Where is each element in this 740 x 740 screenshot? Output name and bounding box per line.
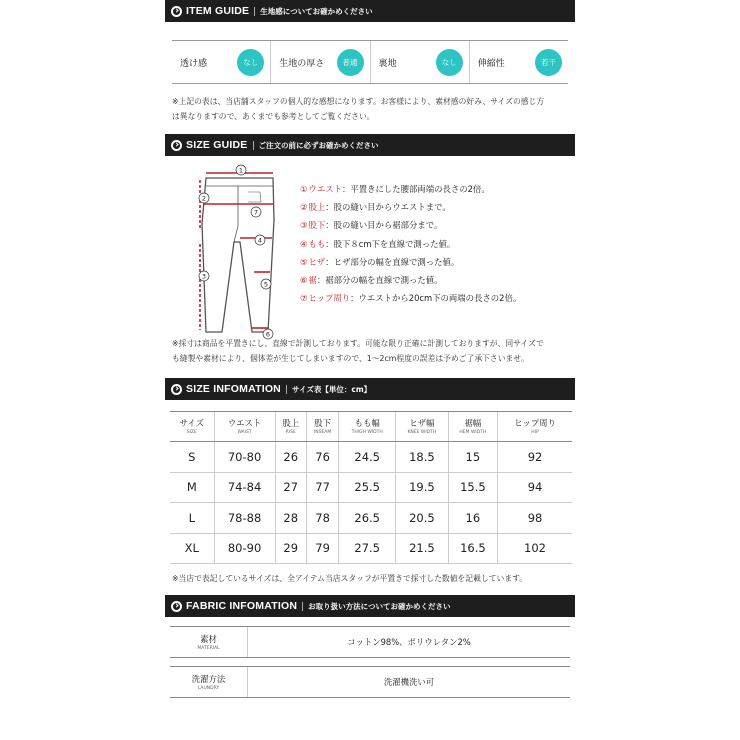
item-name: ヒザ	[308, 256, 326, 267]
column-header	[170, 412, 214, 442]
table-cell: L	[170, 503, 214, 534]
section-title: FABRIC INFOMATION	[186, 600, 298, 612]
item-name: 股上	[308, 202, 326, 213]
section-title: SIZE INFOMATION	[186, 383, 281, 395]
section-subtitle: サイズ表【単位：cm】	[291, 384, 372, 394]
table-cell: 70-80	[214, 442, 275, 473]
table-cell: 92	[498, 442, 572, 473]
table-cell: 16.5	[448, 533, 497, 564]
item-desc: ：ウエストから20cm下の両端の長さの2倍。	[350, 293, 522, 304]
column-header	[396, 412, 449, 442]
size-guide-list	[300, 180, 521, 307]
column-header-ja: ヒップ周り	[514, 417, 556, 428]
table-cell: 26	[275, 442, 306, 473]
table-cell: 28	[275, 503, 306, 534]
table-cell: 74-84	[214, 472, 275, 503]
table-cell: 78	[306, 503, 338, 534]
item-desc: ：裾部分の幅を直線で測った値。	[316, 275, 443, 286]
item-guide-label: 裏地	[378, 58, 397, 69]
list-item	[300, 253, 521, 271]
section-subtitle: お取り扱い方法についてお確かめください	[308, 601, 451, 611]
item-guide-header	[165, 0, 575, 22]
chevron-circle-icon	[171, 601, 182, 612]
list-item	[300, 289, 521, 307]
table-cell: 15.5	[448, 472, 497, 503]
column-header-en: RISE	[285, 429, 296, 435]
table-cell: M	[170, 472, 214, 503]
table-cell: 26.5	[339, 503, 396, 534]
column-header-en: INSEAM	[313, 429, 332, 435]
item-guide-badge: なし	[237, 49, 264, 76]
note-line: も縫製や素材により、個体差が生じてしまいますので、1～2cm程度の誤差は予めご了承下さいませ。	[172, 354, 529, 363]
table-row	[170, 442, 572, 473]
fabric-key-en: MATERIAL	[197, 646, 220, 651]
column-header	[498, 412, 572, 442]
size-info-note	[172, 571, 572, 586]
table-header-row	[170, 412, 572, 442]
table-cell: 20.5	[396, 503, 449, 534]
size-table	[170, 411, 572, 564]
section-title: SIZE GUIDE	[186, 139, 248, 151]
table-cell: 24.5	[339, 442, 396, 473]
divider	[302, 602, 303, 611]
column-header-ja: ウエスト	[227, 417, 262, 428]
item-guide-cell	[371, 41, 470, 83]
list-item	[300, 180, 521, 198]
table-cell: S	[170, 442, 214, 473]
item-guide-cell	[271, 41, 370, 83]
note-line: ※当店で表記しているサイズは、全アイテム当店スタッフが平置きで採寸した数値を記載しています。	[172, 574, 528, 583]
table-cell: 29	[275, 533, 306, 564]
item-desc: ：股の縫い目からウエストまで。	[325, 202, 451, 213]
table-cell: 98	[498, 503, 572, 534]
table-cell: XL	[170, 533, 214, 564]
note-line: ※上記の表は、当店舗スタッフの個人的な感想になります。お客様により、素材感の好み、サイズの感じ方	[172, 97, 545, 106]
table-cell: 94	[498, 472, 572, 503]
column-header-en: THIGH WIDTH	[351, 429, 383, 435]
column-header-en: HIP	[531, 429, 539, 435]
column-header-ja: 股上	[282, 417, 300, 428]
list-item	[300, 235, 521, 253]
table-cell: 79	[306, 533, 338, 564]
item-guide-table	[172, 40, 568, 84]
divider	[253, 141, 254, 150]
divider	[286, 385, 287, 394]
pants-diagram	[188, 164, 284, 342]
column-header-ja: サイズ	[179, 417, 205, 428]
size-guide-header	[165, 134, 575, 156]
item-name: ウエスト	[308, 184, 343, 195]
table-cell: 80-90	[214, 533, 275, 564]
item-name: 裾	[308, 275, 317, 286]
fabric-info-header	[165, 595, 575, 617]
item-guide-label: 透け感	[180, 58, 208, 69]
column-header-en: KNEE WIDTH	[407, 429, 437, 435]
column-header	[448, 412, 497, 442]
table-cell: 27	[275, 472, 306, 503]
table-cell: 102	[498, 533, 572, 564]
item-desc: ：股下８cm下を直線で測った値。	[325, 238, 456, 249]
fabric-value: コットン98%、ポリウレタン2%	[347, 637, 471, 647]
diagram-number: 7	[253, 208, 259, 217]
fabric-key-en: LAUNDRY	[197, 686, 220, 691]
column-header-ja: もも幅	[354, 417, 380, 428]
item-guide-badge: 普通	[337, 49, 364, 76]
item-guide-badge: 若干	[535, 49, 562, 76]
divider	[254, 7, 255, 16]
column-header	[214, 412, 275, 442]
section-subtitle: 生地感についてお確かめください	[260, 6, 373, 16]
table-row	[170, 503, 572, 534]
diagram-number: 5	[263, 280, 269, 289]
list-item	[300, 216, 521, 234]
table-cell: 16	[448, 503, 497, 534]
list-item	[300, 271, 521, 289]
fabric-value: 洗濯機洗い可	[383, 677, 435, 687]
chevron-circle-icon	[171, 384, 182, 395]
table-cell: 77	[306, 472, 338, 503]
item-guide-label: 生地の厚さ	[279, 58, 325, 69]
item-number: ⑤	[300, 256, 308, 267]
item-guide-label: 伸縮性	[477, 58, 505, 69]
table-cell: 19.5	[396, 472, 449, 503]
column-header-ja: ヒザ幅	[409, 417, 435, 428]
column-header-ja: 股下	[314, 417, 331, 428]
diagram-number: 2	[201, 194, 207, 203]
column-header-en: HEM WIDTH	[459, 429, 487, 435]
size-guide-note	[172, 336, 572, 366]
section-subtitle: ご注文の前に必ずお確かめください	[258, 140, 379, 150]
item-name: もも	[308, 238, 326, 249]
list-item	[300, 198, 521, 216]
size-info-header	[165, 378, 575, 400]
fabric-key-ja: 素材	[200, 634, 217, 644]
item-guide-note	[172, 94, 572, 124]
item-desc: ：股の縫い目から裾部分まで。	[325, 220, 443, 231]
item-number: ③	[300, 220, 308, 231]
column-header-ja: 裾幅	[464, 417, 482, 428]
diagram-number: 3	[201, 272, 207, 281]
chevron-circle-icon	[171, 6, 182, 17]
column-header	[275, 412, 306, 442]
column-header-en: SIZE	[186, 429, 197, 435]
item-guide-cell	[172, 41, 271, 83]
item-name: 股下	[308, 220, 326, 231]
fabric-key-ja: 洗濯方法	[191, 674, 226, 684]
fabric-row-material	[170, 626, 570, 658]
table-cell: 78-88	[214, 503, 275, 534]
fabric-key	[170, 667, 248, 697]
table-row	[170, 533, 572, 564]
chevron-circle-icon	[171, 140, 182, 151]
table-cell: 25.5	[339, 472, 396, 503]
item-name: ヒップ周り	[308, 293, 351, 304]
table-cell: 27.5	[339, 533, 396, 564]
column-header-en: WAIST	[237, 429, 252, 435]
item-desc: ：平置きにした腰部両端の長さの2倍。	[342, 184, 490, 195]
fabric-row-laundry	[170, 666, 570, 698]
item-number: ④	[300, 238, 308, 249]
note-line: は異なりますので、あくまでも参考としてご覧ください。	[172, 112, 375, 121]
item-number: ⑦	[300, 293, 308, 304]
table-cell: 21.5	[396, 533, 449, 564]
table-cell: 76	[306, 442, 338, 473]
table-cell: 18.5	[396, 442, 449, 473]
item-number: ②	[300, 202, 308, 213]
section-title: ITEM GUIDE	[186, 5, 250, 17]
item-guide-cell	[470, 41, 568, 83]
diagram-number: 4	[257, 236, 263, 245]
item-number: ⑥	[300, 275, 308, 286]
table-row	[170, 472, 572, 503]
item-number: ①	[300, 184, 308, 195]
item-desc: ：ヒザ部分の幅を直線で測った値。	[325, 256, 460, 267]
column-header	[306, 412, 338, 442]
fabric-key	[170, 627, 248, 657]
diagram-number: 6	[265, 330, 271, 339]
table-cell: 15	[448, 442, 497, 473]
item-guide-badge: なし	[436, 49, 463, 76]
column-header	[339, 412, 396, 442]
note-line: ※採寸は商品を平置きにし、直線で計測しております。可能な限り正確に計測しておりますが、同サイズで	[172, 339, 544, 348]
diagram-number: 1	[238, 166, 244, 175]
